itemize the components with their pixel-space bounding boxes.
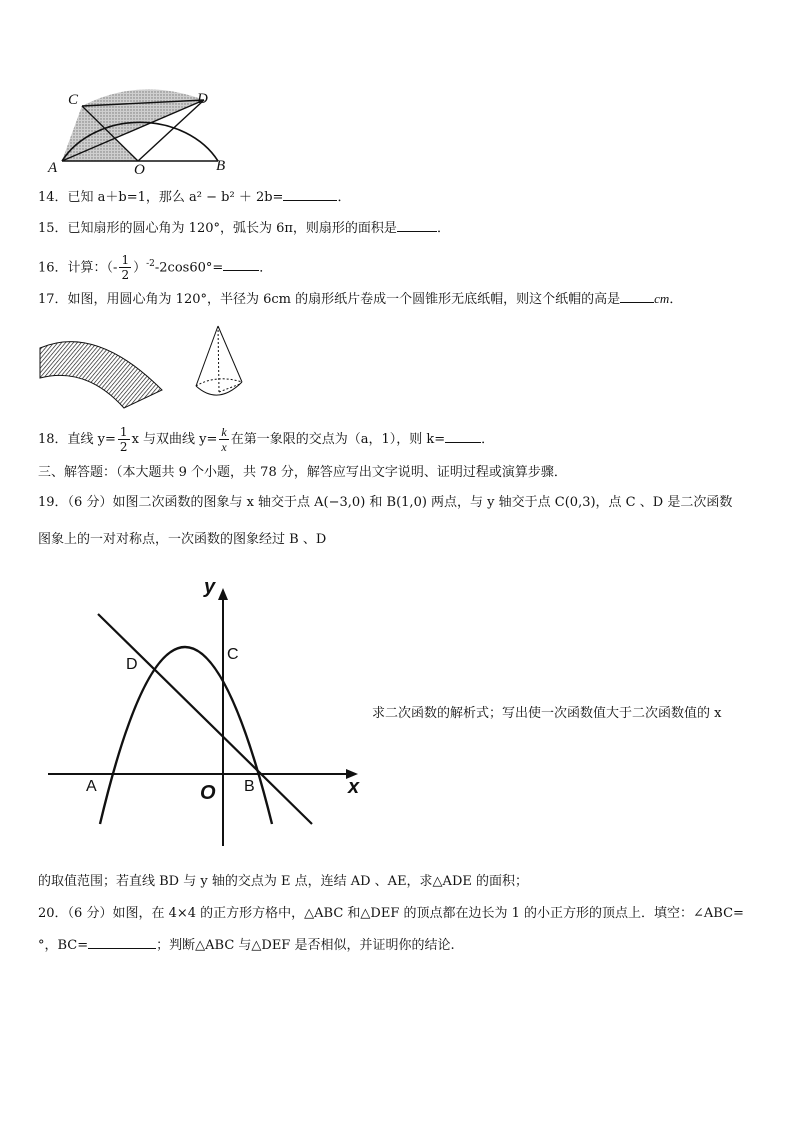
q14-end: ． [337, 190, 351, 205]
q16-num: 1 [121, 253, 130, 268]
section-3-heading: 三、解答题：（本大题共 9 个小题，共 78 分，解答应写出文字说明、证明过程或演算步骤． [38, 465, 567, 480]
label-A: A [48, 160, 58, 176]
question-16 [38, 246, 272, 286]
cone-figure [190, 322, 250, 412]
label-D: D [197, 91, 208, 107]
q19-line-2: 图象上的一对对称点，一次函数的图象经过 B 、D [38, 532, 327, 547]
graph-label-A: A [86, 778, 97, 795]
label-C: C [68, 92, 79, 108]
graph-svg [44, 574, 374, 854]
q15-text: 15．已知扇形的圆心角为 120°，弧长为 6π，则扇形的面积是 [38, 221, 397, 236]
q18-fraction-1 [118, 425, 130, 454]
q17-answer-blank[interactable] [620, 290, 654, 303]
graph-label-O: O [200, 782, 216, 804]
q17-end: ． [669, 292, 683, 307]
graph-label-y: y [204, 576, 216, 598]
q19-line-1: 19．（6 分）如图二次函数的图象与 x 轴交于点 A(−3,0) 和 B(1,0) 两点，与 y 轴交于点 C(0,3)，点 C 、D 是二次函数 [38, 495, 733, 510]
question-17 [38, 290, 682, 309]
q18-part-b: x 与双曲线 y= [131, 432, 218, 447]
label-O: O [134, 162, 145, 178]
q20-line-2 [38, 936, 455, 955]
q18-f2-den: x [221, 440, 227, 454]
q19-side-text: 求二次函数的解析式；写出使一次函数值大于二次函数值的 x [372, 706, 722, 721]
q16-prefix: 16．计算：（- [38, 260, 118, 276]
question-18 [38, 420, 494, 460]
graph-label-B: B [244, 778, 255, 795]
graph-label-C: C [227, 646, 239, 663]
q15-end: ． [436, 221, 450, 236]
q18-f1-num: 1 [119, 425, 128, 439]
sector-figure [36, 326, 166, 410]
sector-diagram [36, 326, 166, 410]
q20-bc-blank[interactable] [88, 936, 156, 949]
q16-fraction [119, 253, 131, 282]
label-B: B [216, 158, 226, 174]
cone-diagram [190, 322, 250, 412]
q15-answer-blank[interactable] [397, 219, 437, 232]
q16-exponent: -2 [146, 259, 155, 269]
q14-answer-blank[interactable] [283, 188, 337, 201]
q16-rest: -2cos60°= [154, 260, 224, 276]
question-14 [38, 188, 350, 207]
q20-line-1: 20．（6 分）如图，在 4×4 的正方形方格中，△ABC 和△DEF 的顶点都在边长为 1 的小正方形的顶点上．填空：∠ABC= [38, 906, 744, 921]
q16-den: 2 [121, 268, 130, 283]
q18-part-c: 在第一象限的交点为（a，1），则 k= [230, 432, 446, 447]
q19-line-3: 的取值范围；若直线 BD 与 y 轴的交点为 E 点，连结 AD 、AE，求△ADE 的面积； [38, 874, 528, 889]
q18-end: ． [481, 432, 495, 447]
q18-fraction-2 [219, 425, 228, 454]
q16-suffix: ） [133, 260, 147, 276]
q16-answer-blank[interactable] [223, 258, 259, 271]
question-15 [38, 219, 450, 238]
q16-end: ． [259, 260, 273, 276]
q17-unit: cm [654, 291, 670, 306]
q20-line-2-rest: ；判断△ABC 与△DEF 是否相似，并证明你的结论. [156, 938, 455, 953]
q14-text: 14．已知 a＋b=1，那么 a² − b² ＋ 2b= [38, 190, 284, 205]
graph-label-D: D [126, 656, 138, 673]
parabola-graph [44, 574, 374, 854]
q18-answer-blank[interactable] [445, 430, 481, 443]
semicircle-figure [40, 82, 240, 182]
q17-text: 17．如图，用圆心角为 120°，半径为 6cm 的扇形纸片卷成一个圆锥形无底纸帽，则这个纸帽的高是 [38, 292, 621, 307]
q20-angle-suffix: °，BC= [38, 938, 89, 953]
q18-part-a: 18．直线 y= [38, 432, 116, 447]
graph-label-x: x [348, 776, 360, 798]
q18-f2-num: k [221, 425, 227, 439]
q18-f1-den: 2 [119, 440, 128, 454]
